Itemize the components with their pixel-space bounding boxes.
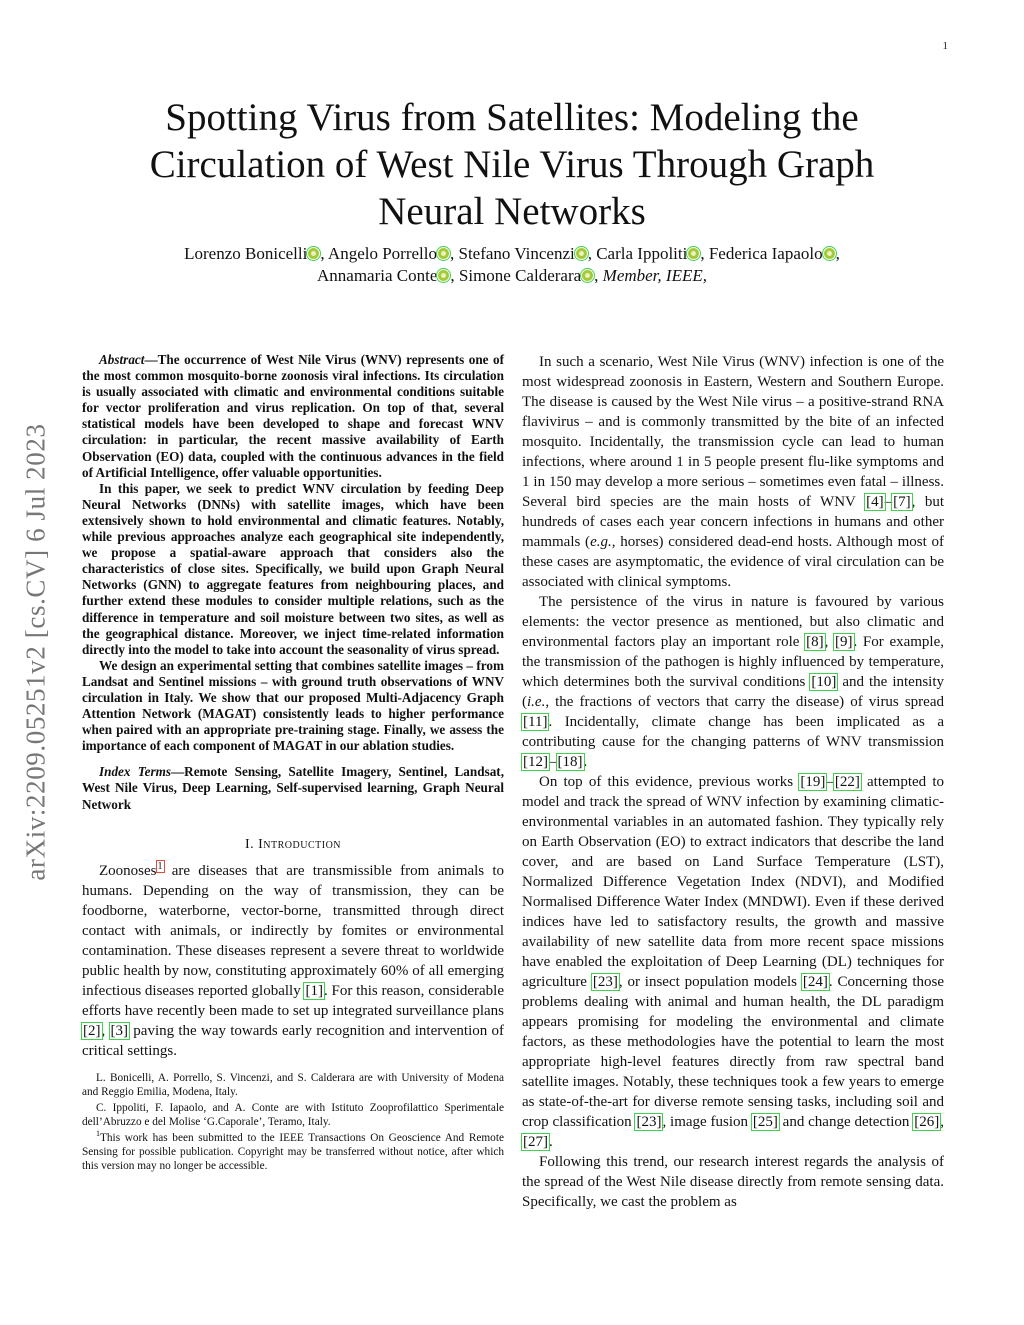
orcid-icon[interactable]	[582, 270, 593, 281]
author-name: Stefano Vincenzi	[458, 244, 575, 263]
citation-link[interactable]: [2]	[83, 1022, 101, 1039]
orcid-icon[interactable]	[308, 248, 319, 259]
arxiv-identifier: arXiv:2209.05251v2 [cs.CV] 6 Jul 2023	[20, 423, 51, 881]
orcid-icon[interactable]	[576, 248, 587, 259]
orcid-icon[interactable]	[438, 270, 449, 281]
citation-link[interactable]: [11]	[523, 714, 548, 730]
orcid-icon[interactable]	[824, 248, 835, 259]
footnote-submission: $^1$This work has been submitted to the IEEE Transactions On Geoscience And Remote Sensing for possible publication. Copyright may be transferred without notice, after which this version may no longer be accessible.	[82, 1128, 504, 1172]
author-name: Angelo Porrello	[327, 244, 437, 263]
footnote-affiliation: L. Bonicelli, A. Porrello, S. Vincenzi, and S. Calderara are with University of Modena and Reggio Emilia, Modena, Italy.	[82, 1071, 504, 1098]
citation-link[interactable]: [23]	[592, 974, 618, 990]
body-paragraph: Zoonoses$^1$ are diseases that are transmissible from animals to humans. Depending on the way of transmission, they can be foodborne, waterborne, vector-borne, transmitted through direct contact with animals, or indirectly by fomites or environmental contamination. These diseases represent a severe threat to worldwide public health by now, constituting approximately 60% of all emerging infectious diseases reported globally [1]. For this reason, considerable efforts have recently been made to set up integrated surveillance plans [2], [3] paving the way towards early recognition and intervention of critical settings.	[82, 860, 505, 1059]
author-name: Annamaria Conte	[317, 266, 438, 285]
author-list	[110, 243, 914, 287]
orcid-icon[interactable]	[438, 248, 449, 259]
citation-link[interactable]: [3]	[110, 1022, 129, 1039]
orcid-icon[interactable]	[688, 248, 699, 259]
citation-link[interactable]: [24]	[802, 974, 828, 990]
body-paragraph: Following this trend, our research interest regards the analysis of the spread of the West Nile disease directly from remote sensing data. Specifically, we cast the problem as	[522, 1154, 944, 1210]
citation-link[interactable]: [4]	[866, 494, 884, 510]
abstract-label: Abstract	[99, 352, 145, 367]
author-line-1: Lorenzo Bonicelli , Angelo Porrello , Stefano Vincenzi , Carla Ippoliti , Federica Iapaolo ,	[184, 244, 840, 263]
citation-link[interactable]: [18]	[557, 754, 583, 770]
footnote-link[interactable]: 1	[157, 860, 163, 872]
abstract	[82, 352, 504, 813]
citation-link[interactable]: [7]	[893, 494, 911, 510]
arxiv-sidebar	[16, 372, 56, 932]
author-name: Federica Iapaolo	[708, 244, 823, 263]
citation-link[interactable]: [8]	[806, 634, 824, 650]
citation-link[interactable]: [9]	[835, 634, 853, 650]
body-paragraph: On top of this evidence, previous works [19]–[22] attempted to model and track the spread of WNV infection by examining climatic-environmental variables in an automated fashion. They typically rely on Earth Observation (EO) to extract indicators that describe the land cover, and are based on Land Surface Temperature (LST), Normalized Difference Vegetation Index (NDVI), and Modified Normalised Difference Water Index (MNDWI). Even if these derived indices have led to satisfactory results, the growth and massive availability of new satellite data from more recent space missions have enabled the exploitation of Deep Learning (DL) techniques for agriculture [23], or insect population models [24]. Concerning those problems dealing with animal and human health, the DL paradigm appears promising for modeling the environmental and climate factors, as these methodologies have the potential to learn the most appropriate high-level features directly from raw spectral band satellite images. Notably, these techniques took a few years to emerge as state-of-the-art for diverse remote sensing tasks, including soil and crop classification [23], image fusion [25] and change detection [26], [27].	[522, 774, 945, 1150]
abstract-paragraph: Abstract—The occurrence of West Nile Virus (WNV) represents one of the most common mosquito-borne zoonosis viral infections. Its circulation is usually associated with climatic and environmental conditions suitable for vector proliferation and virus replication. On top of that, several statistical models have been developed to shape and forecast WNV circulation: in particular, the recent massive availability of Earth Observation (EO) data, coupled with the continuous advances in the field of Artificial Intelligence, offer valuable opportunities.	[82, 352, 504, 480]
abstract-paragraph: We design an experimental setting that combines satellite images – from Landsat and Sentinel missions – with ground truth observations of WNV circulation in Italy. We show that our proposed Multi-Adjacency Graph Attention Network (MAGAT) consistently leads to higher performance when paired with an appropriate pre-training stage. Finally, we assess the importance of each component of MAGAT in our ablation studies.	[82, 657, 504, 754]
footnote-affiliation: C. Ippoliti, F. Iapaolo, and A. Conte are with Istituto Zooprofilattico Sperimentale dell’Abruzzo e del Molise ‘G.Caporale’, Teramo, Italy.	[82, 1101, 504, 1128]
citation-link[interactable]: [19]	[800, 774, 826, 790]
citation-link[interactable]: [1]	[305, 982, 323, 999]
left-column	[82, 352, 504, 1175]
citation-link[interactable]: [27]	[523, 1134, 548, 1150]
author-line-2: Annamaria Conte , Simone Calderara , Member, IEEE,	[317, 266, 707, 285]
abstract-paragraph: In this paper, we seek to predict WNV circulation by feeding Deep Neural Networks (DNNs) with satellite images, which have been extensively shown to hold environmental and climatic features. Notably, while previous approaches analyze each geographical site independently, we propose a spatial-aware approach that considers also the characteristics of close sites. Specifically, we build upon Graph Neural Networks (GNN) to aggregate features from neighbouring places, and further extend these modules to consider multiple relations, such as the difference in temperature and soil moisture between two sites, as well as the geographical distance. Moreover, we inject time-related information directly into the model to take into account the seasonality of virus spread.	[82, 480, 504, 657]
paper-title: Spotting Virus from Satellites: Modeling the Circulation of West Nile Virus Through Graph Neural Networks	[149, 96, 875, 233]
citation-link[interactable]: [12]	[523, 754, 548, 770]
author-name: Simone Calderara	[458, 266, 582, 285]
right-column	[522, 352, 944, 1212]
author-name: Carla Ippoliti	[596, 244, 688, 263]
body-paragraph: The persistence of the virus in nature is favoured by various elements: the vector presence as mentioned, but also climatic and environmental factors play an important role [8], [9]. For example, the transmission of the pathogen is highly influenced by temperature, which determines both the survival conditions [10] and the intensity (i.e., the fractions of vectors that carry the disease) of virus spread [11]. Incidentally, climate change has been implicated as a contributing cause for the changing patterns of WNV transmission [12]–[18].	[522, 594, 944, 770]
citation-link[interactable]: [23]	[636, 1114, 662, 1130]
body-paragraph: In such a scenario, West Nile Virus (WNV) infection is one of the most widespread zoonosis in Eastern, Western and Southern Europe. The disease is caused by the West Nile virus – a positive-strand RNA flavivirus – and is commonly transmitted by the bite of an infected mosquito. Incidentally, the transmission cycle can lead to human infections, where around 1 in 5 people present flu-like symptoms and 1 in 150 may develop a more serious – sometimes even fatal – illness. Several bird species are the main hosts of WNV [4]–[7], but hundreds of cases each year concern infections in humans and other mammals (e.g., horses) considered dead-end hosts. Although most of these cases are asymptomatic, the evidence of viral circulation can be associated with clinical symptoms.	[522, 354, 944, 590]
section-heading: I. Introduction	[244, 836, 342, 852]
footnotes	[82, 1071, 504, 1173]
citation-link[interactable]: [26]	[914, 1114, 940, 1130]
author-membership: Member, IEEE,	[602, 266, 707, 285]
intro-body	[82, 861, 504, 1061]
index-terms: Index Terms—Remote Sensing, Satellite Imagery, Sentinel, Landsat, West Nile Virus, Deep Learning, Self-supervised learning, Graph Neural Network	[82, 764, 504, 812]
author-name: Lorenzo Bonicelli	[184, 244, 308, 263]
index-terms-label: Index Terms	[99, 764, 171, 780]
citation-link[interactable]: [10]	[811, 674, 837, 690]
citation-link[interactable]: [25]	[752, 1114, 778, 1130]
page-number: 1	[942, 40, 948, 52]
intro-body-continued	[522, 352, 944, 1212]
citation-link[interactable]: [22]	[834, 774, 860, 790]
